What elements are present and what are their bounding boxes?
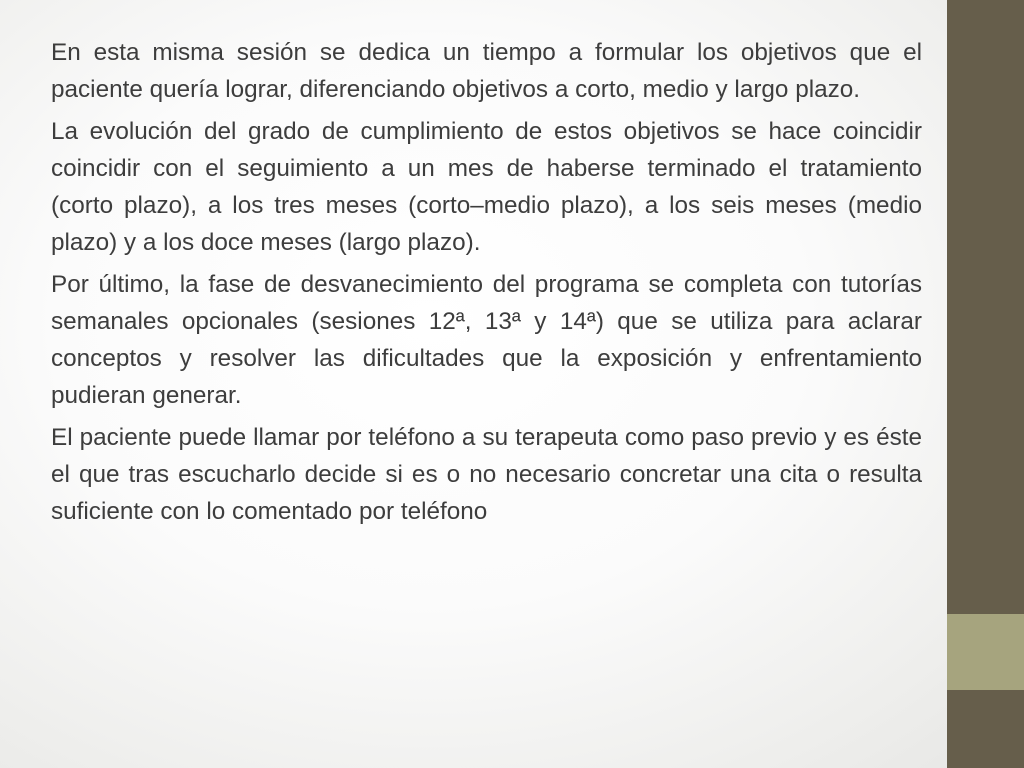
paragraph-evolution: La evolución del grado de cumplimiento de estos objetivos se hace coincidir coincidir con el seguimiento a un mes de haberse terminado el tratamiento (corto plazo), a los tres meses (corto–medio plazo), a los seis meses (medio plazo) y a los doce meses (largo plazo). [51,118,922,256]
right-sidebar-accent-block [947,614,1024,690]
paragraph-phone-contact: El paciente puede llamar por teléfono a su terapeuta como paso previo y es éste el que tras escucharlo decide si es o no necesario concretar una cita o resulta suficiente con lo comentado por teléfono [51,424,922,525]
paragraph-objectives: En esta misma sesión se dedica un tiempo a formular los objetivos que el paciente quería lograr, diferenciando objetivos a corto, medio y largo plazo. [51,39,922,103]
paragraph-fading-phase: Por último, la fase de desvanecimiento del programa se completa con tutorías semanales opcionales (sesiones 12ª, 13ª y 14ª) que se utiliza para aclarar conceptos y resolver las dificultades que la exposición y enfrentamiento pudieran generar. [51,271,922,409]
slide-body-text [51,34,922,535]
